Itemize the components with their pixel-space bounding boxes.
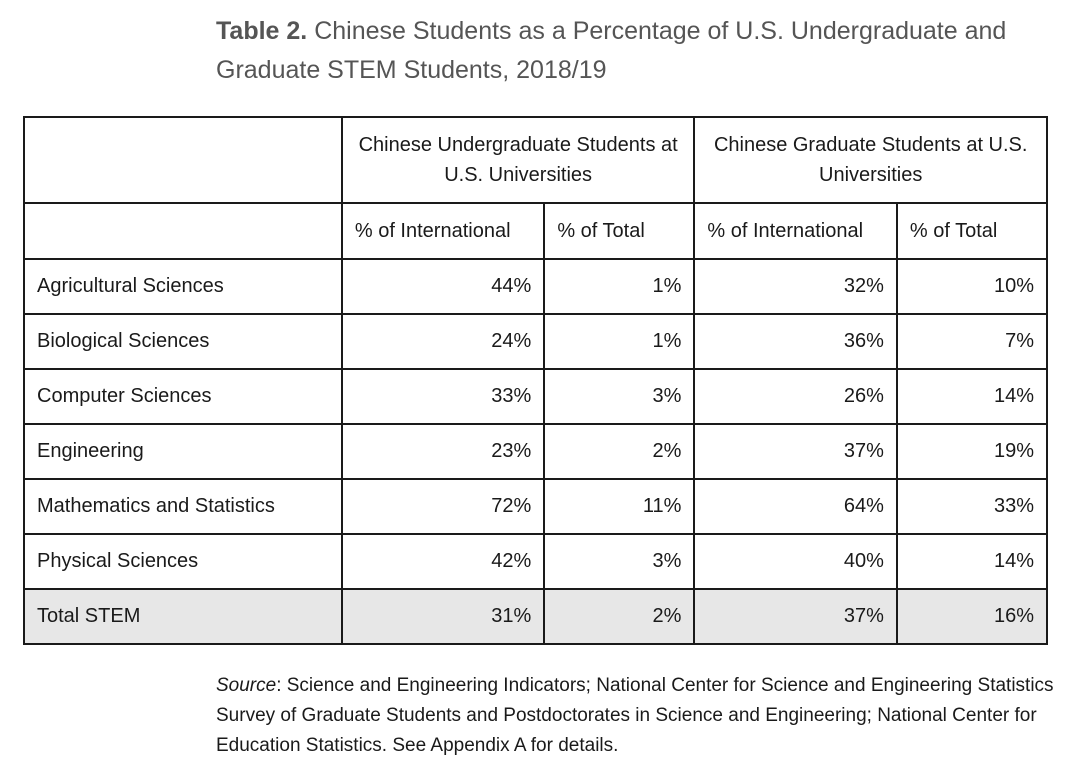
sub-header-row <box>24 203 1047 259</box>
value-cell: 72% <box>342 479 544 534</box>
total-value: 37% <box>694 589 896 644</box>
corner-cell <box>24 117 342 203</box>
value-cell: 10% <box>897 259 1047 314</box>
total-value: 16% <box>897 589 1047 644</box>
sub-header: % of Total <box>897 203 1047 259</box>
source-note <box>216 671 1066 761</box>
value-cell: 3% <box>544 369 694 424</box>
data-table <box>23 116 1048 645</box>
value-cell: 23% <box>342 424 544 479</box>
value-cell: 1% <box>544 314 694 369</box>
undergrad-group-header: Chinese Undergraduate Students at U.S. Universities <box>342 117 695 203</box>
field-name: Computer Sciences <box>24 369 342 424</box>
value-cell: 40% <box>694 534 896 589</box>
total-value: 2% <box>544 589 694 644</box>
value-cell: 14% <box>897 369 1047 424</box>
table-number: Table 2. <box>216 17 308 45</box>
group-header-row <box>24 117 1047 203</box>
sub-header: % of Total <box>544 203 694 259</box>
value-cell: 33% <box>897 479 1047 534</box>
table-title-text: Chinese Students as a Percentage of U.S. Undergraduate and Graduate STEM Students, 2018/19 <box>216 17 1007 84</box>
value-cell: 3% <box>544 534 694 589</box>
value-cell: 11% <box>544 479 694 534</box>
field-name: Biological Sciences <box>24 314 342 369</box>
table-row <box>24 424 1047 479</box>
total-label: Total STEM <box>24 589 342 644</box>
value-cell: 1% <box>544 259 694 314</box>
total-row <box>24 589 1047 644</box>
source-label: Source <box>216 675 277 696</box>
source-text: : Science and Engineering Indicators; National Center for Science and Engineering Statistics Survey of Graduate Students and Postdoctorates in Science and Engineering; National Center for Education Statistics. See Appendix A for details. <box>216 675 1054 756</box>
value-cell: 7% <box>897 314 1047 369</box>
value-cell: 32% <box>694 259 896 314</box>
table-row <box>24 479 1047 534</box>
field-name: Mathematics and Statistics <box>24 479 342 534</box>
table-row <box>24 314 1047 369</box>
value-cell: 37% <box>694 424 896 479</box>
value-cell: 42% <box>342 534 544 589</box>
field-name: Agricultural Sciences <box>24 259 342 314</box>
field-name: Physical Sciences <box>24 534 342 589</box>
value-cell: 64% <box>694 479 896 534</box>
value-cell: 2% <box>544 424 694 479</box>
value-cell: 24% <box>342 314 544 369</box>
blank-header-cell <box>24 203 342 259</box>
table-row <box>24 259 1047 314</box>
value-cell: 44% <box>342 259 544 314</box>
value-cell: 36% <box>694 314 896 369</box>
value-cell: 26% <box>694 369 896 424</box>
value-cell: 14% <box>897 534 1047 589</box>
field-name: Engineering <box>24 424 342 479</box>
table-row <box>24 369 1047 424</box>
table-row <box>24 534 1047 589</box>
value-cell: 33% <box>342 369 544 424</box>
value-cell: 19% <box>897 424 1047 479</box>
sub-header: % of International <box>694 203 896 259</box>
total-value: 31% <box>342 589 544 644</box>
table-title <box>216 12 1056 90</box>
sub-header: % of International <box>342 203 544 259</box>
graduate-group-header: Chinese Graduate Students at U.S. Universities <box>694 117 1047 203</box>
